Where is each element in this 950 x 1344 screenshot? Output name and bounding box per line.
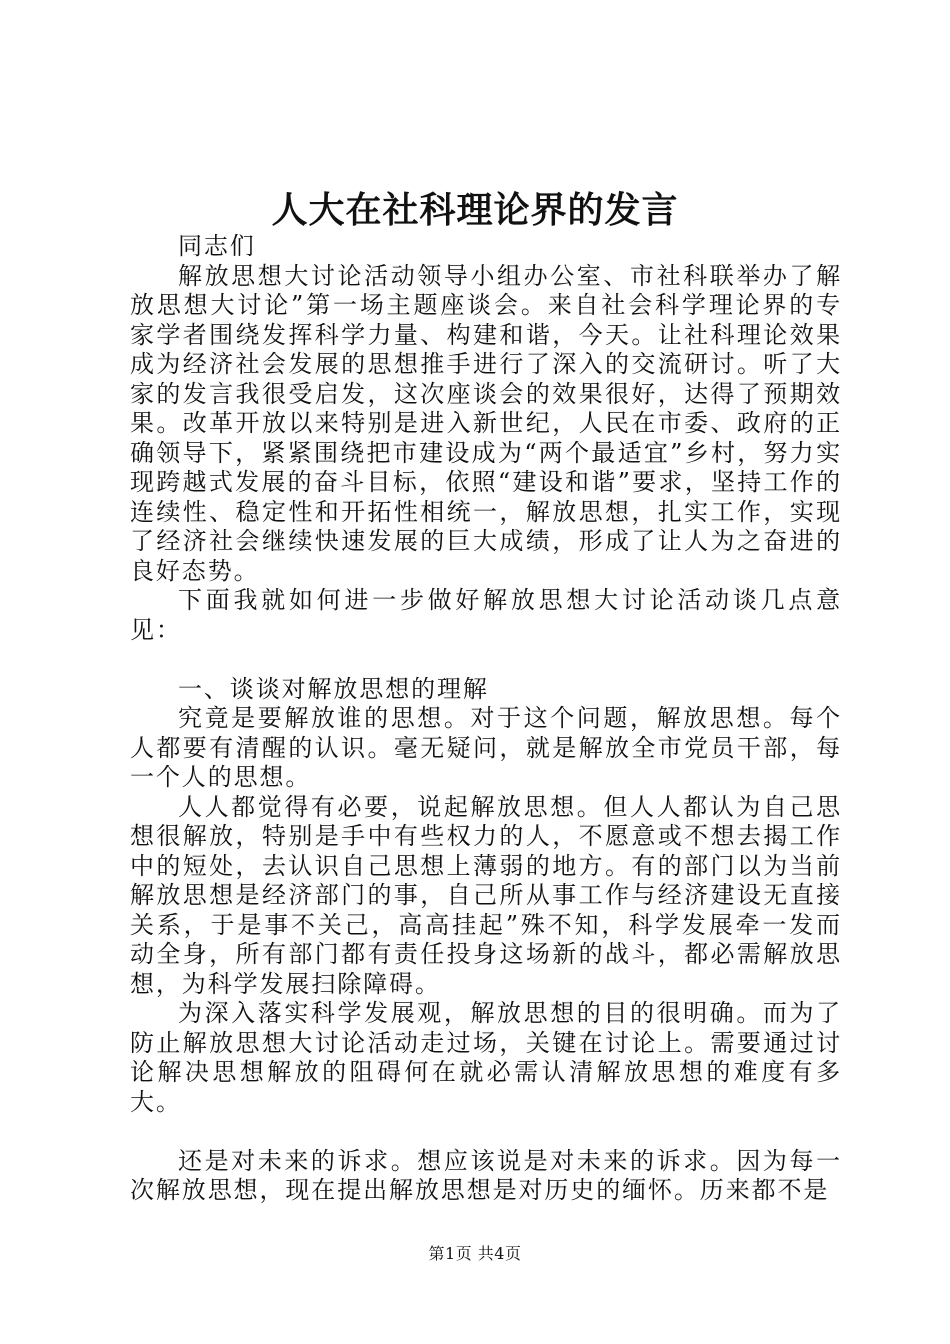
- body-paragraph: 人人都觉得有必要，说起解放思想。但人人都认为自己思想很解放，特别是手中有些权力的人，不愿意或不想去揭工作中的短处，去认识自己思想上薄弱的地方。有的部门以为当前解放思想是经济部门的事，自己所从事工作与经济建设无直接关系，于是事不关己，高高挂起”殊不知，科学发展牵一发而动全身，所有部门都有责任投身这场新的战斗，都必需解放思想，为科学发展扫除障碍。: [130, 792, 842, 998]
- document-title: 人大在社科理论界的发言: [271, 189, 679, 231]
- body-paragraph: 解放思想大讨论活动领导小组办公室、市社科联举办了解放思想大讨论”第一场主题座谈会。来自社会科学理论界的专家学者围绕发挥科学力量、构建和谐，今天。让社科理论效果成为经济社会发展的思想推手进行了深入的交流研讨。听了大家的发言我很受启发，这次座谈会的效果很好，达得了预期效果。改革开放以来特别是进入新世纪，人民在市委、政府的正确领导下，紧紧围绕把市建设成为“两个最适宜”乡村，努力实现跨越式发展的奋斗目标，依照“建设和谐”要求，坚持工作的连续性、稳定性和开拓性相统一，解放思想，扎实工作，实现了经济社会继续快速发展的巨大成绩，形成了让人为之奋进的良好态势。: [130, 261, 842, 585]
- salutation: 同志们: [178, 232, 256, 260]
- document-body: [130, 232, 842, 1206]
- body-paragraph: 下面我就如何进一步做好解放思想大讨论活动谈几点意见：: [130, 586, 842, 644]
- body-paragraph: 为深入落实科学发展观，解放思想的目的很明确。而为了防止解放思想大讨论活动走过场，关键在讨论上。需要通过讨论解决思想解放的阻碍何在就必需认清解放思想的难度有多大。: [130, 999, 842, 1116]
- body-paragraph: 还是对未来的诉求。想应该说是对未来的诉求。因为每一次解放思想，现在提出解放思想是对历史的缅怀。历来都不是: [130, 1146, 842, 1204]
- section-heading: 一、谈谈对解放思想的理解: [178, 674, 489, 703]
- page-number-footer: 第1页 共4页: [428, 1244, 522, 1263]
- body-paragraph: 究竟是要解放谁的思想。对于这个问题，解放思想。每个人都要有清醒的认识。毫无疑问，就是解放全市党员干部，每一个人的思想。: [130, 704, 842, 791]
